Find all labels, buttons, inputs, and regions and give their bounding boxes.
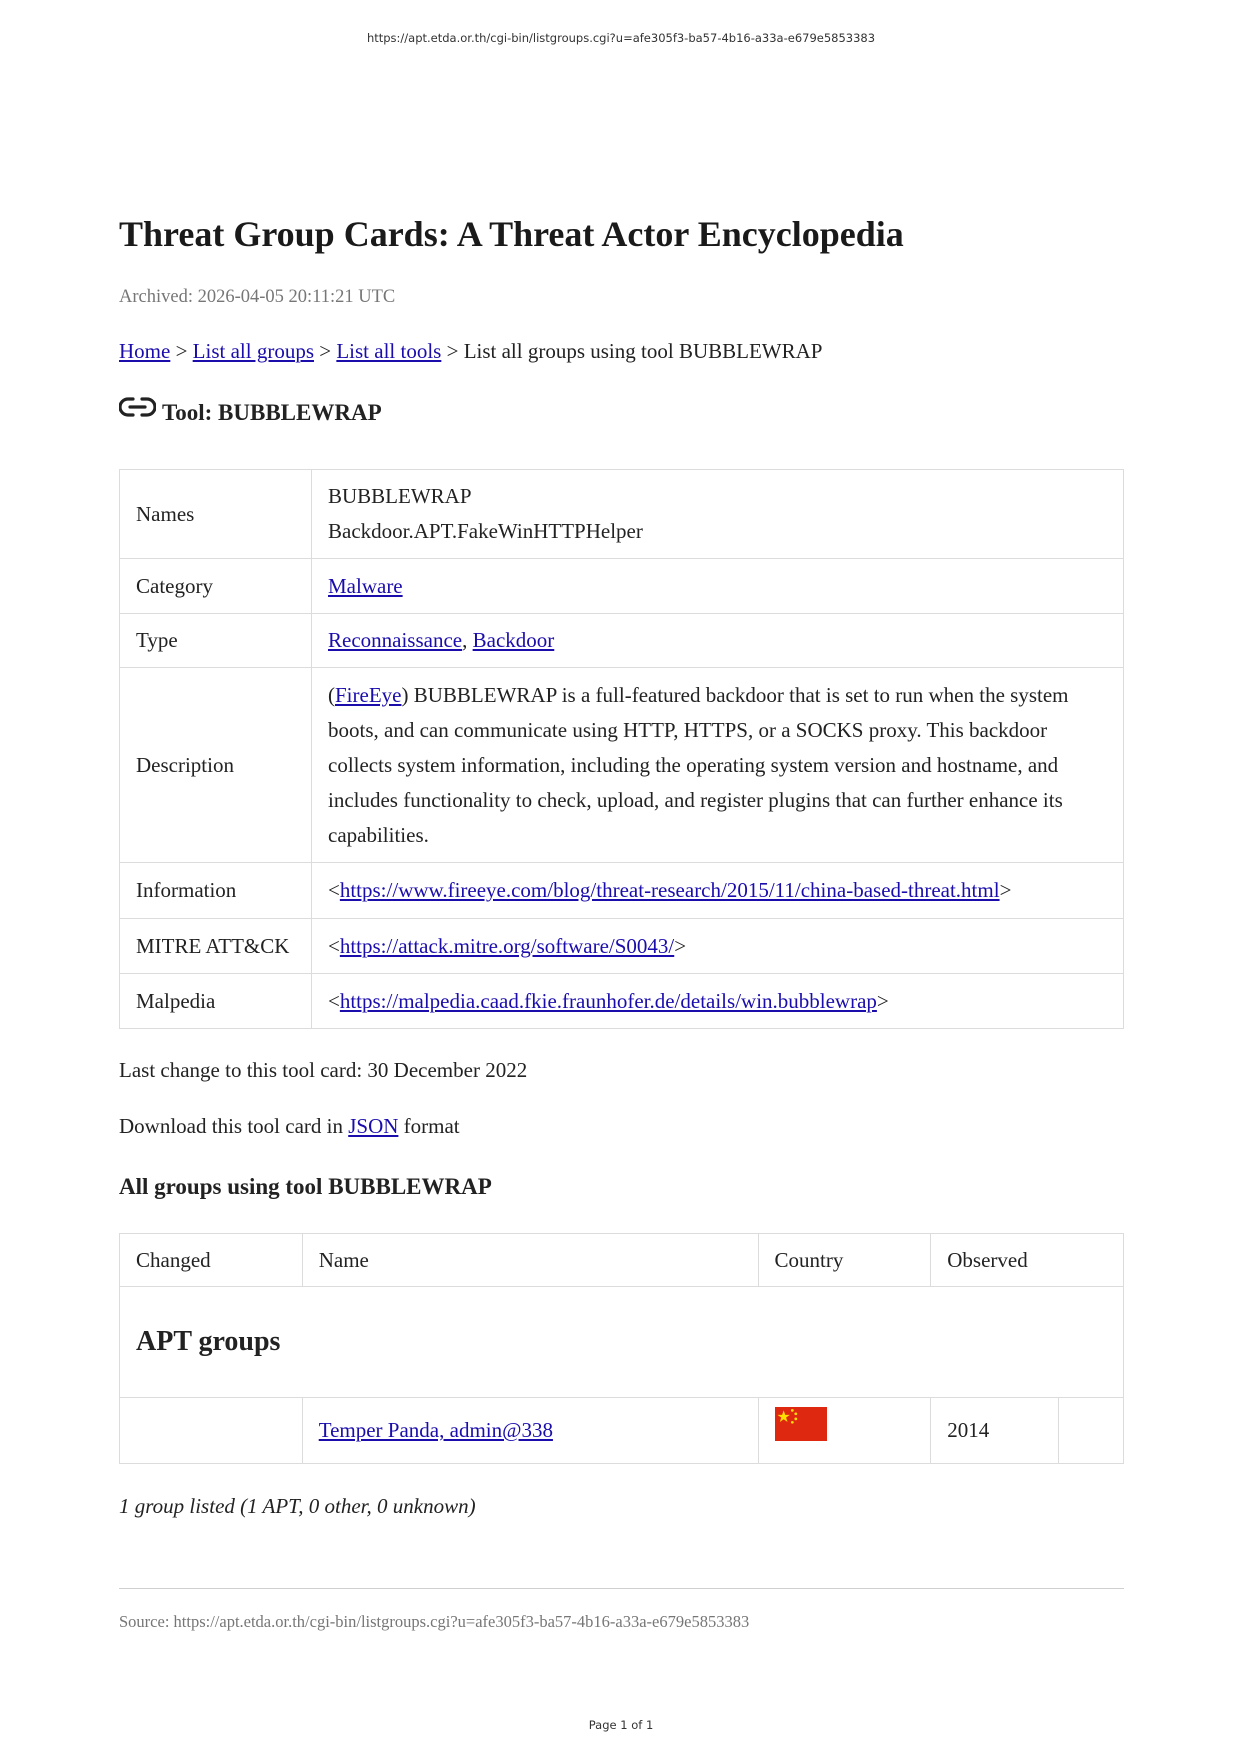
- information-value: [312, 863, 1124, 919]
- source-url: Source: https://apt.etda.or.th/cgi-bin/listgroups.cgi?u=afe305f3-ba57-4b16-a33a-e679e5853383: [119, 1612, 750, 1631]
- type-row: [120, 614, 1124, 668]
- last-change-text: Last change to this tool card: 30 December 2022: [119, 1058, 528, 1082]
- type-reconnaissance-link[interactable]: Reconnaissance: [328, 628, 463, 652]
- print-header-url: https://apt.etda.or.th/cgi-bin/listgroups.cgi?u=afe305f3-ba57-4b16-a33a-e679e5853383: [366, 31, 876, 45]
- tool-heading-text: Tool: BUBBLEWRAP: [162, 400, 382, 425]
- information-row: [120, 863, 1124, 919]
- description-text: boots, and can communicate using HTTP, HTTPS, or a SOCKS proxy. This backdoor: [328, 717, 1048, 742]
- names-row: [120, 470, 1124, 559]
- angle-close: >: [876, 988, 889, 1013]
- angle-open: <: [328, 988, 340, 1013]
- mitre-row: [120, 919, 1124, 974]
- category-value: [312, 559, 1124, 614]
- tool-heading: [119, 400, 382, 426]
- type-label: Type: [120, 614, 312, 668]
- description-label: Description: [120, 668, 312, 863]
- page-title: Threat Group Cards: A Threat Actor Encyclopedia: [119, 214, 904, 254]
- download-text: format: [398, 1114, 460, 1138]
- tool-name: BUBBLEWRAP: [328, 484, 472, 508]
- column-header-observed: Observed: [931, 1234, 1124, 1287]
- column-header-country: Country: [758, 1234, 931, 1287]
- names-label: Names: [120, 470, 312, 559]
- information-label: Information: [120, 863, 312, 919]
- description-row: [120, 668, 1124, 863]
- category-row: [120, 559, 1124, 614]
- type-backdoor-link[interactable]: Backdoor: [472, 628, 555, 652]
- changed-cell: [120, 1398, 303, 1464]
- name-cell: [302, 1398, 758, 1464]
- fireeye-source-link[interactable]: FireEye: [335, 682, 402, 707]
- mitre-value: [312, 919, 1124, 974]
- column-header-changed: Changed: [120, 1234, 303, 1287]
- description-text: BUBBLEWRAP is a full-featured backdoor that is set to run when the system: [408, 682, 1069, 707]
- angle-close: >: [999, 878, 1012, 902]
- country-cell: [758, 1398, 931, 1464]
- tool-alias: Backdoor.APT.FakeWinHTTPHelper: [328, 519, 643, 543]
- description-text: includes functionality to check, upload, and register plugins that can further enhance its: [328, 787, 1063, 812]
- china-flag-icon: [775, 1407, 827, 1441]
- page-number: Page 1 of 1: [588, 1718, 654, 1732]
- link-icon: [119, 394, 156, 420]
- section-row: [120, 1287, 1124, 1398]
- divider: [119, 1588, 1124, 1589]
- malpedia-label: Malpedia: [120, 974, 312, 1029]
- mitre-label: MITRE ATT&CK: [120, 919, 312, 974]
- breadcrumb-groups-link[interactable]: List all groups: [192, 339, 314, 363]
- type-value: [312, 614, 1124, 668]
- type-separator: ,: [462, 628, 473, 652]
- apt-groups-section-title: APT groups: [120, 1287, 1124, 1398]
- groups-header-row: [120, 1234, 1124, 1287]
- malpedia-row: [120, 974, 1124, 1029]
- description-value: [312, 668, 1124, 863]
- information-link[interactable]: https://www.fireeye.com/blog/threat-research/2015/11/china-based-threat.html: [339, 878, 1000, 902]
- mitre-link[interactable]: https://attack.mitre.org/software/S0043/: [339, 933, 675, 958]
- description-paren: (: [328, 682, 335, 707]
- group-link[interactable]: Temper Panda, admin@338: [318, 1418, 553, 1442]
- download-text: Download this tool card in: [119, 1114, 349, 1138]
- tool-info-table: [119, 469, 1124, 1029]
- table-row: [120, 1398, 1124, 1464]
- description-text: capabilities.: [328, 822, 429, 847]
- empty-cell: [1059, 1398, 1124, 1464]
- breadcrumb-tools-link[interactable]: List all tools: [336, 339, 442, 363]
- breadcrumb-separator: >: [170, 339, 193, 363]
- description-line: [328, 678, 1107, 713]
- description-paren: ): [401, 682, 409, 707]
- groups-heading: All groups using tool BUBBLEWRAP: [119, 1174, 492, 1199]
- archived-timestamp: Archived: 2026-04-05 20:11:21 UTC: [119, 287, 396, 307]
- groups-summary: 1 group listed (1 APT, 0 other, 0 unknown): [119, 1494, 476, 1518]
- angle-open: <: [328, 878, 340, 902]
- column-header-name: Name: [302, 1234, 758, 1287]
- malpedia-link[interactable]: https://malpedia.caad.fkie.fraunhofer.de/details/win.bubblewrap: [339, 988, 877, 1013]
- groups-table: [119, 1233, 1124, 1464]
- breadcrumb-separator: >: [314, 339, 337, 363]
- observed-cell: 2014: [931, 1398, 1059, 1464]
- angle-open: <: [328, 933, 340, 958]
- breadcrumb-home-link[interactable]: Home: [119, 339, 171, 363]
- download-line: [119, 1114, 460, 1139]
- breadcrumb-current: List all groups using tool BUBBLEWRAP: [463, 339, 823, 363]
- description-text: collects system information, including the operating system version and hostname, and: [328, 752, 1059, 777]
- breadcrumb-separator: >: [441, 339, 464, 363]
- names-value: [312, 470, 1124, 559]
- category-label: Category: [120, 559, 312, 614]
- breadcrumb: [119, 339, 822, 364]
- category-link[interactable]: Malware: [328, 573, 403, 598]
- json-download-link[interactable]: JSON: [348, 1114, 399, 1138]
- angle-close: >: [674, 933, 687, 958]
- malpedia-value: [312, 974, 1124, 1029]
